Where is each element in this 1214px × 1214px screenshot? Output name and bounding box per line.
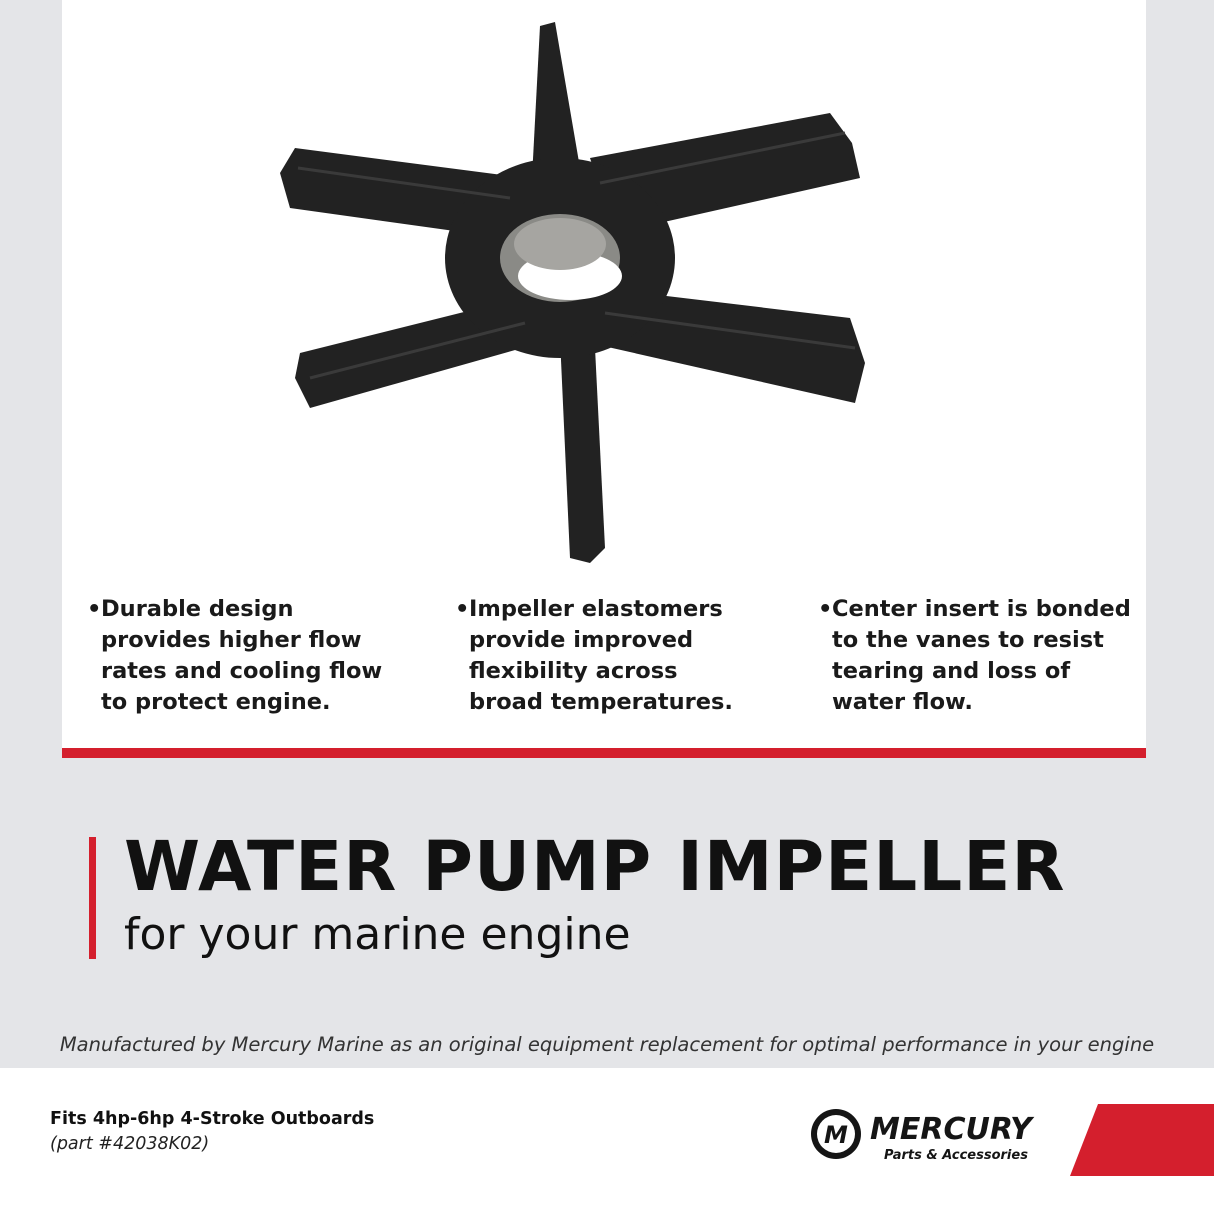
bullet: • bbox=[455, 596, 470, 622]
feature-text: Impeller elastomers provide improved flexibility across broad temperatures. bbox=[469, 596, 733, 715]
bullet: • bbox=[87, 596, 102, 622]
part-number: (part #42038K02) bbox=[50, 1134, 210, 1154]
mercury-logo-icon bbox=[808, 1106, 864, 1162]
feature-text: Durable design provides higher flow rates and cooling flow to protect engine. bbox=[101, 596, 383, 715]
feature-text: Center insert is bonded to the vanes to resist tearing and loss of water flow. bbox=[832, 596, 1131, 715]
tagline: Manufactured by Mercury Marine as an original equipment replacement for optimal performance in your engine bbox=[59, 1033, 1155, 1056]
feature-item bbox=[818, 594, 1132, 718]
brand-subtitle: Parts & Accessories bbox=[884, 1148, 1028, 1163]
divider bbox=[62, 748, 1146, 758]
page-title: WATER PUMP IMPELLER bbox=[124, 827, 1066, 907]
feature-item bbox=[455, 594, 759, 718]
feature-item bbox=[87, 594, 391, 718]
mercury-logo bbox=[808, 1102, 1078, 1172]
fitment-text: Fits 4hp-6hp 4-Stroke Outboards bbox=[50, 1109, 375, 1129]
impeller-image bbox=[270, 18, 910, 568]
logo-mark-letter: M bbox=[824, 1121, 848, 1149]
red-corner-shape bbox=[1070, 1104, 1214, 1176]
page-subtitle: for your marine engine bbox=[124, 909, 631, 960]
bullet: • bbox=[818, 596, 833, 622]
accent-bar bbox=[89, 837, 96, 959]
brand-name: MERCURY bbox=[870, 1112, 1032, 1147]
